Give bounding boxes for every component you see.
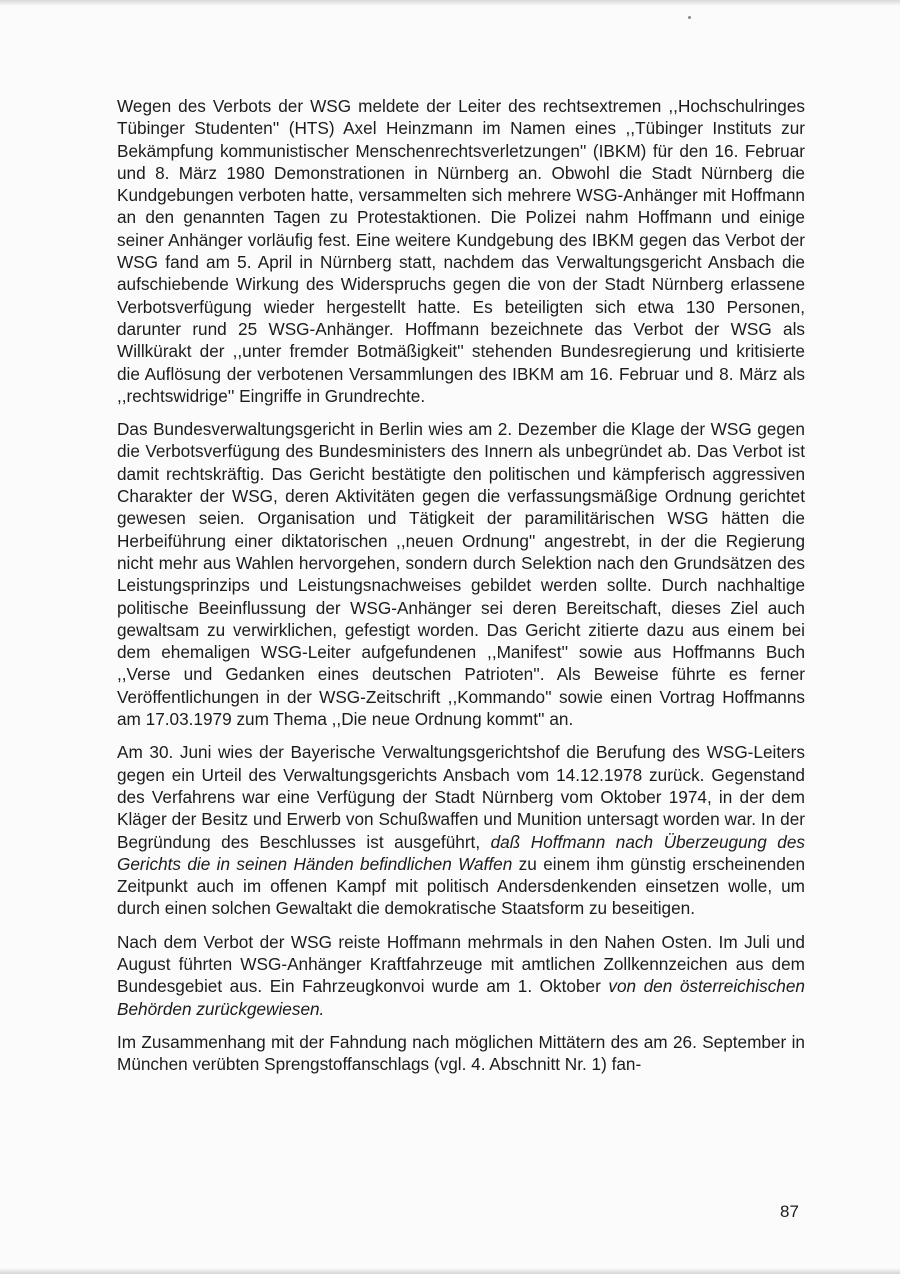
paragraph-search-accomplices: [117, 1031, 805, 1076]
paragraph-federal-court-ruling: [117, 418, 805, 730]
text-span: Nach dem Verbot der WSG reiste Hoffmann mehrmals in den Nahen Osten. Im Juli und August führten WSG-Anhänger Kraftfahrzeuge mit amtlichen Zollkennzeichen aus dem Bundesgebiet aus. Ein Fahrzeugkonvoi wurde am 1. Oktober: [117, 931, 805, 997]
scan-edge-bottom: [0, 1268, 900, 1274]
scan-edge-top: [0, 0, 900, 6]
scan-speck: [688, 16, 691, 19]
text-span: zu einem ihm günstig erscheinenden Zeitpunkt auch im offenen Kampf mit politisch Andersdenkenden einsetzen wolle, um durch einen solchen Gewaltakt die demokratische Staatsform zu beseitigen.: [117, 853, 806, 919]
text-span: Am 30. Juni wies der Bayerische Verwaltungsgerichtshof die Berufung des WSG-Leiters gegen ein Urteil des Verwaltungsgerichts Ansbach vom 14.12.1978 zurück. Gegenstand des Verfahrens war eine Verfügung der Stadt Nürnberg vom Oktober 1974, in der dem Kläger der Besitz und Erwerb von Schußwaffen und Munition untersagt worden war. In der Begründung des Beschlusses ist ausgeführt,: [117, 742, 805, 852]
text-span: Wegen des Verbots der WSG meldete der Leiter des rechtsextremen ,,Hochschulringes Tübinger Studenten'' (HTS) Axel Heinzmann im Namen eines ,,Tübinger Instituts zur Bekämpfung kommunistischer Menschenrechtsverletzungen'' (IBKM) für den 16. Februar und 8. März 1980 Demonstrationen in Nürnberg an. Obwohl die Stadt Nürnberg die Kundgebungen verboten hatte, versammelten sich mehrere WSG-Anhänger mit Hoffmann an den genannten Tagen zu Protestaktionen. Die Polizei nahm Hoffmann und einige seiner Anhänger vorläufig fest. Eine weitere Kundgebung des IBKM gegen das Verbot der WSG fand am 5. April in Nürnberg statt, nachdem das Verwaltungsgericht Ansbach die aufschiebende Wirkung des Widerspruchs gegen die von der Stadt Nürnberg erlassene Verbotsverfügung wieder hergestellt hatte. Es beteiligten sich etwa 130 Personen, darunter rund 25 WSG-Anhänger. Hoffmann bezeichnete das Verbot der WSG als Willkürakt der ,,unter fremder Botmäßigkeit'' stehenden Bundesregierung und kritisierte die Auflösung der verbotenen Versammlungen des IBKM am 16. Februar und 8. März als ,,rechtswidrige'' Eingriffe in Grundrechte.: [117, 96, 805, 406]
paragraph-middle-east-travel: [117, 931, 805, 1020]
body-text: [117, 95, 805, 1086]
italic-text-span: daß Hoffmann nach Überzeugung des Gerichts die in seinen Händen befindlichen Waffen: [117, 831, 805, 874]
text-span: Das Bundesverwaltungsgericht in Berlin wies am 2. Dezember die Klage der WSG gegen die Verbotsverfügung des Bundesministers des Innern als unbegründet ab. Das Verbot ist damit rechtskräftig. Das Gericht bestätigte den politischen und kämpferisch aggressiven Charakter der WSG, deren Aktivitäten gegen die verfassungsmäßige Ordnung gerichtet gewesen seien. Organisation und Tätigkeit der paramilitärischen WSG hätten die Herbeiführung einer diktatorischen ,,neuen Ordnung'' angestrebt, in der die Regierung nicht mehr aus Wahlen hervorgehen, sondern durch Selektion nach den Grundsätzen des Leistungsprinzips und Leistungsnachweises gebildet werden sollte. Durch nachhaltige politische Beeinflussung der WSG-Anhänger sei deren Bereitschaft, dieses Ziel auch gewaltsam zu verwirklichen, gefestigt worden. Das Gericht zitierte dazu aus einem bei dem ehemaligen WSG-Leiter aufgefundenen ,,Manifest'' sowie aus Hoffmanns Buch ,,Verse und Gedanken eines deutschen Patrioten''. Als Beweise führte es ferner Veröffentlichungen in der WSG-Zeitschrift ,,Kommando'' sowie einen Vortrag Hoffmanns am 17.03.1979 zum Thema ,,Die neue Ordnung kommt'' an.: [117, 419, 805, 730]
page-number: 87: [780, 1202, 799, 1221]
paragraph-weapons-appeal: [117, 741, 805, 919]
text-span: Im Zusammenhang mit der Fahndung nach möglichen Mittätern des am 26. September in München verübten Sprengstoffanschlags (vgl. 4. Abschnitt Nr. 1) fan-: [117, 1031, 805, 1075]
paragraph-wsg-demonstrations: [117, 95, 805, 407]
italic-text-span: von den österreichischen Behörden zurückgewiesen.: [117, 976, 805, 1019]
